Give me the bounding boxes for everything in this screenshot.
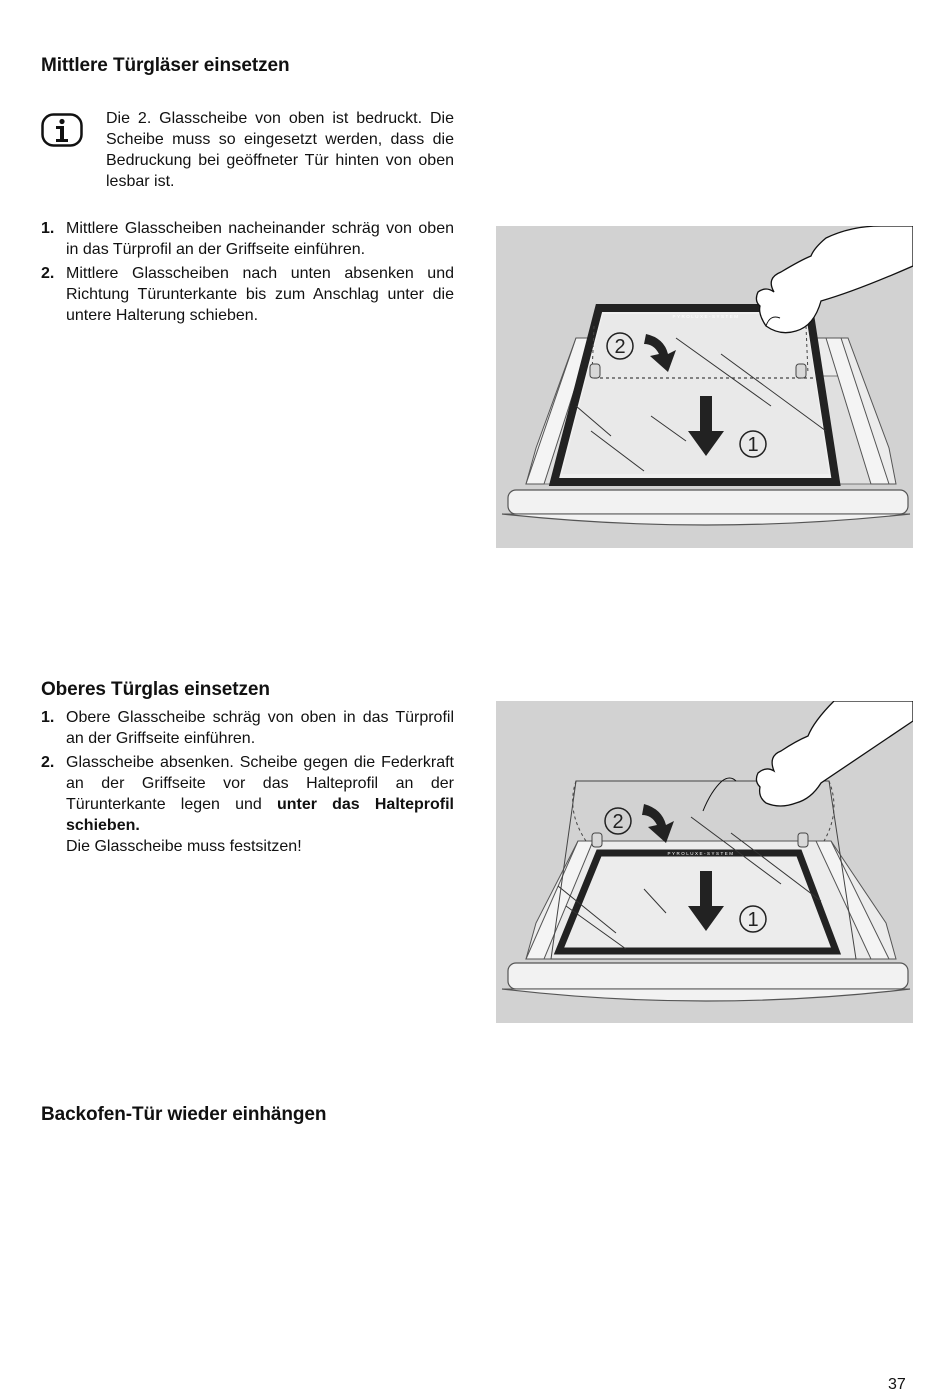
info-icon xyxy=(41,113,83,147)
svg-text:PYROLUXE-SYSTEM: PYROLUXE-SYSTEM xyxy=(672,314,740,319)
svg-text:1: 1 xyxy=(747,909,759,931)
list-item: 2. Glasscheibe absenken. Scheibe gegen die Federkraft an der Griffseite vor das Halteprofil an der Türunterkante legen und unter das Halteprofil schieben. Die Glasscheibe muss festsitzen! xyxy=(41,754,454,855)
svg-text:2: 2 xyxy=(614,336,626,358)
info-note: Die 2. Glasscheibe von oben ist bedruckt. Die Scheibe muss so eingesetzt werden, dass die Bedruckung bei geöffneter Tür hinten von oben lesbar ist. xyxy=(106,110,454,190)
section-heading-top-glass: Oberes Türglas einsetzen xyxy=(41,679,270,700)
svg-text:2: 2 xyxy=(612,811,624,833)
illustration-middle-glass xyxy=(496,226,913,548)
list-item: 1. Obere Glasscheibe schräg von oben in das Türprofil an der Griffseite einführen. xyxy=(41,709,454,747)
section-heading-middle-glass: Mittlere Türgläser einsetzen xyxy=(41,55,290,76)
svg-text:PYROLUXE-SYSTEM: PYROLUXE-SYSTEM xyxy=(667,851,735,856)
section-heading-rehang-door: Backofen-Tür wieder einhängen xyxy=(41,1104,327,1125)
page-number: 37 xyxy=(888,1376,906,1393)
steps-top-glass xyxy=(41,707,454,860)
list-item: 2. Mittlere Glasscheiben nach unten absenken und Richtung Türunterkante bis zum Anschlag unter die untere Halterung schieben. xyxy=(41,265,454,324)
list-item: 1. Mittlere Glasscheiben nacheinander schräg von oben in das Türprofil an der Griffseite einführen. xyxy=(41,220,454,258)
steps-middle-glass xyxy=(41,218,454,329)
illustration-top-glass xyxy=(496,701,913,1023)
svg-text:1: 1 xyxy=(747,434,759,456)
